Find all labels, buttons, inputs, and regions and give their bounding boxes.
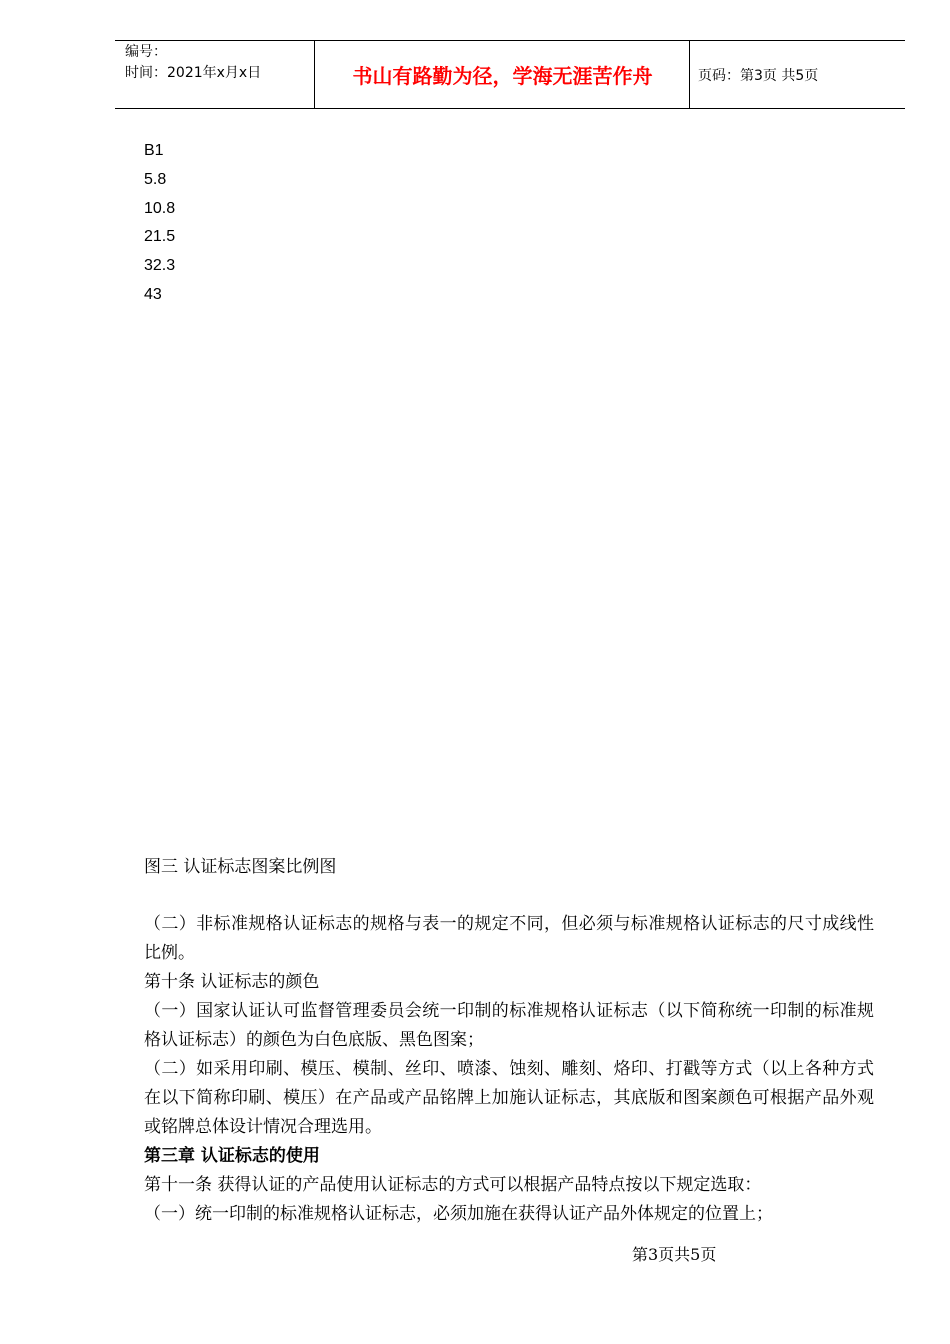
number-list-item: 21.5: [144, 228, 176, 246]
header-number-label: 编号：: [125, 44, 167, 60]
paragraph: 第十条 认证标志的颜色: [144, 972, 320, 992]
number-list-item: 43: [144, 285, 162, 303]
body-text: [144, 910, 874, 1229]
header-motto: 书山有路勤为径，学海无涯苦作舟: [316, 41, 690, 108]
paragraph: （二）如采用印刷、模压、模制、丝印、喷漆、蚀刻、雕刻、烙印、打戳等方式（以上各种方式在以下简称印刷、模压）在产品或产品铭牌上加施认证标志，其底版和图案颜色可根据产品外观或铭牌总体设计情况合理选用。: [144, 1059, 874, 1137]
figure-caption: 图三 认证标志图案比例图: [144, 857, 337, 877]
header-time-label: 时间：2021年x月x日: [125, 65, 262, 81]
page-footer: 第3页共5页: [632, 1245, 717, 1264]
header-page-label: 页码：第3页 共5页: [698, 67, 819, 84]
paragraph: （一）国家认证认可监督管理委员会统一印制的标准规格认证标志（以下简称统一印制的标准规格认证标志）的颜色为白色底版、黑色图案；: [144, 1001, 874, 1050]
paragraph: 第十一条 获得认证的产品使用认证标志的方式可以根据产品特点按以下规定选取：: [144, 1175, 762, 1195]
paragraph: （一）统一印制的标准规格认证标志，必须加施在获得认证产品外体规定的位置上；: [144, 1204, 773, 1224]
number-list-item: 5.8: [144, 170, 167, 188]
chapter-heading: 第三章 认证标志的使用: [144, 1146, 320, 1166]
number-list-item: B1: [144, 142, 164, 159]
number-list-item: 10.8: [144, 199, 176, 217]
paragraph: （二）非标准规格认证标志的规格与表一的规定不同，但必须与标准规格认证标志的尺寸成线性比例。: [144, 914, 874, 963]
number-list: [144, 137, 175, 310]
number-list-item: 32.3: [144, 257, 176, 275]
header-info-cell: [115, 41, 315, 108]
page-header: [115, 40, 905, 109]
